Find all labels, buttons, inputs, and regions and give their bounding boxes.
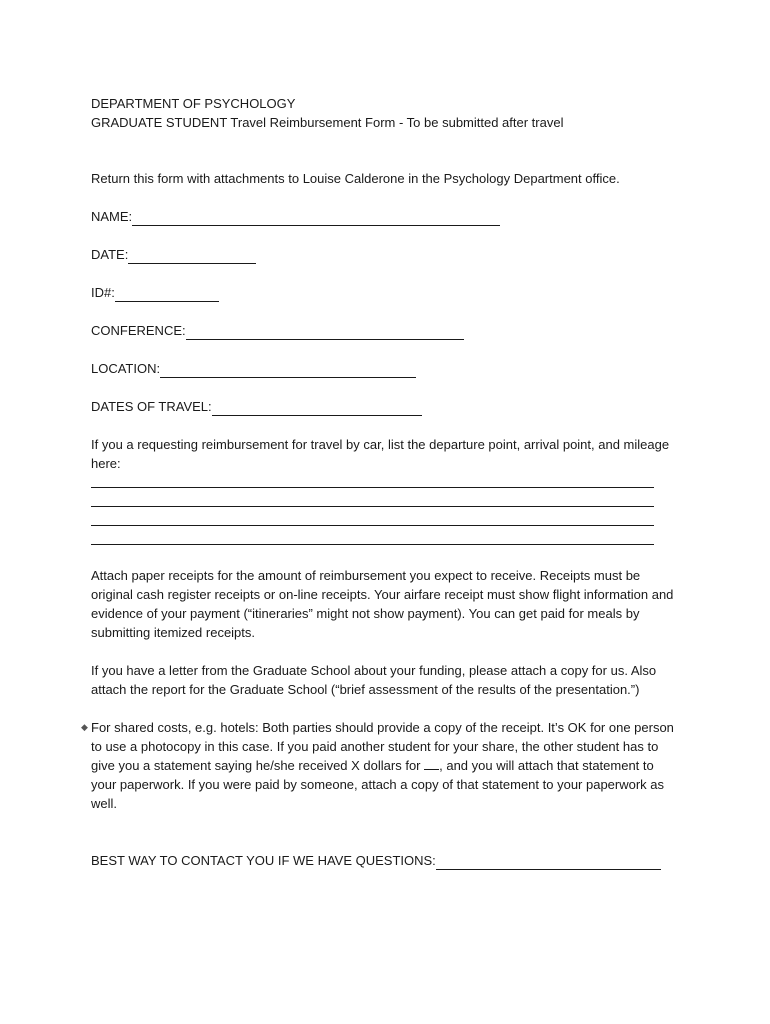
funding-paragraph: If you have a letter from the Graduate School about your funding, please attach a copy for us. Also attach the report for the Graduate School (“brief assessment of the results of the presentation.”) xyxy=(91,663,657,697)
car-instructions: If you a requesting reimbursement for travel by car, list the departure point, arrival point, and mileage here: xyxy=(91,437,670,471)
mileage-lines[interactable] xyxy=(91,473,681,545)
date-field[interactable] xyxy=(91,245,681,264)
dates-of-travel-field[interactable] xyxy=(91,397,681,416)
name-label: NAME: xyxy=(91,209,133,224)
form-title: GRADUATE STUDENT Travel Reimbursement Form - To be submitted after travel xyxy=(91,115,564,130)
mileage-line[interactable] xyxy=(91,488,654,507)
name-line[interactable] xyxy=(132,211,500,226)
shared-costs-text-1: For shared costs, e.g. hotels: Both parties should provide a copy of the receipt. It’s OK for one person to use a photocopy in this case. If you paid another student for your share, the other student has to give you a statement saying he/she received X dollars for xyxy=(91,720,674,773)
name-field[interactable] xyxy=(91,207,681,226)
dates-of-travel-line[interactable] xyxy=(212,401,422,416)
id-field[interactable] xyxy=(91,283,681,302)
form-page xyxy=(81,94,681,870)
mileage-line[interactable] xyxy=(91,473,654,488)
intro-text: Return this form with attachments to Louise Calderone in the Psychology Department office. xyxy=(91,171,620,186)
conference-label: CONFERENCE: xyxy=(91,323,186,338)
shared-costs-text-2: , and you will attach that statement to your paperwork. If you were paid by someone, attach a copy of that statement to your paperwork as well. xyxy=(91,758,665,811)
shared-costs-item xyxy=(81,718,679,813)
department-heading: DEPARTMENT OF PSYCHOLOGY xyxy=(91,96,296,111)
conference-field[interactable] xyxy=(91,321,681,340)
location-label: LOCATION: xyxy=(91,361,161,376)
diamond-bullet-icon: ◆ xyxy=(81,722,88,732)
contact-field[interactable] xyxy=(91,851,681,870)
mileage-line[interactable] xyxy=(91,526,654,545)
contact-line[interactable] xyxy=(436,855,661,870)
date-line[interactable] xyxy=(128,249,256,264)
id-line[interactable] xyxy=(115,287,219,302)
date-label: DATE: xyxy=(91,247,129,262)
dollars-for-blank[interactable] xyxy=(424,757,439,770)
mileage-line[interactable] xyxy=(91,507,654,526)
receipts-paragraph: Attach paper receipts for the amount of reimbursement you expect to receive. Receipts must be original cash register receipts or on-line receipts. Your airfare receipt must show flight information and evidence of your payment (“itineraries” might not show payment). You can get paid for meals by submitting itemized receipts. xyxy=(91,568,674,640)
shared-costs-paragraph xyxy=(91,718,679,813)
contact-label: BEST WAY TO CONTACT YOU IF WE HAVE QUESTIONS: xyxy=(91,853,436,868)
location-field[interactable] xyxy=(91,359,681,378)
conference-line[interactable] xyxy=(186,325,464,340)
id-label: ID#: xyxy=(91,285,115,300)
location-line[interactable] xyxy=(160,363,416,378)
dates-of-travel-label: DATES OF TRAVEL: xyxy=(91,399,212,414)
